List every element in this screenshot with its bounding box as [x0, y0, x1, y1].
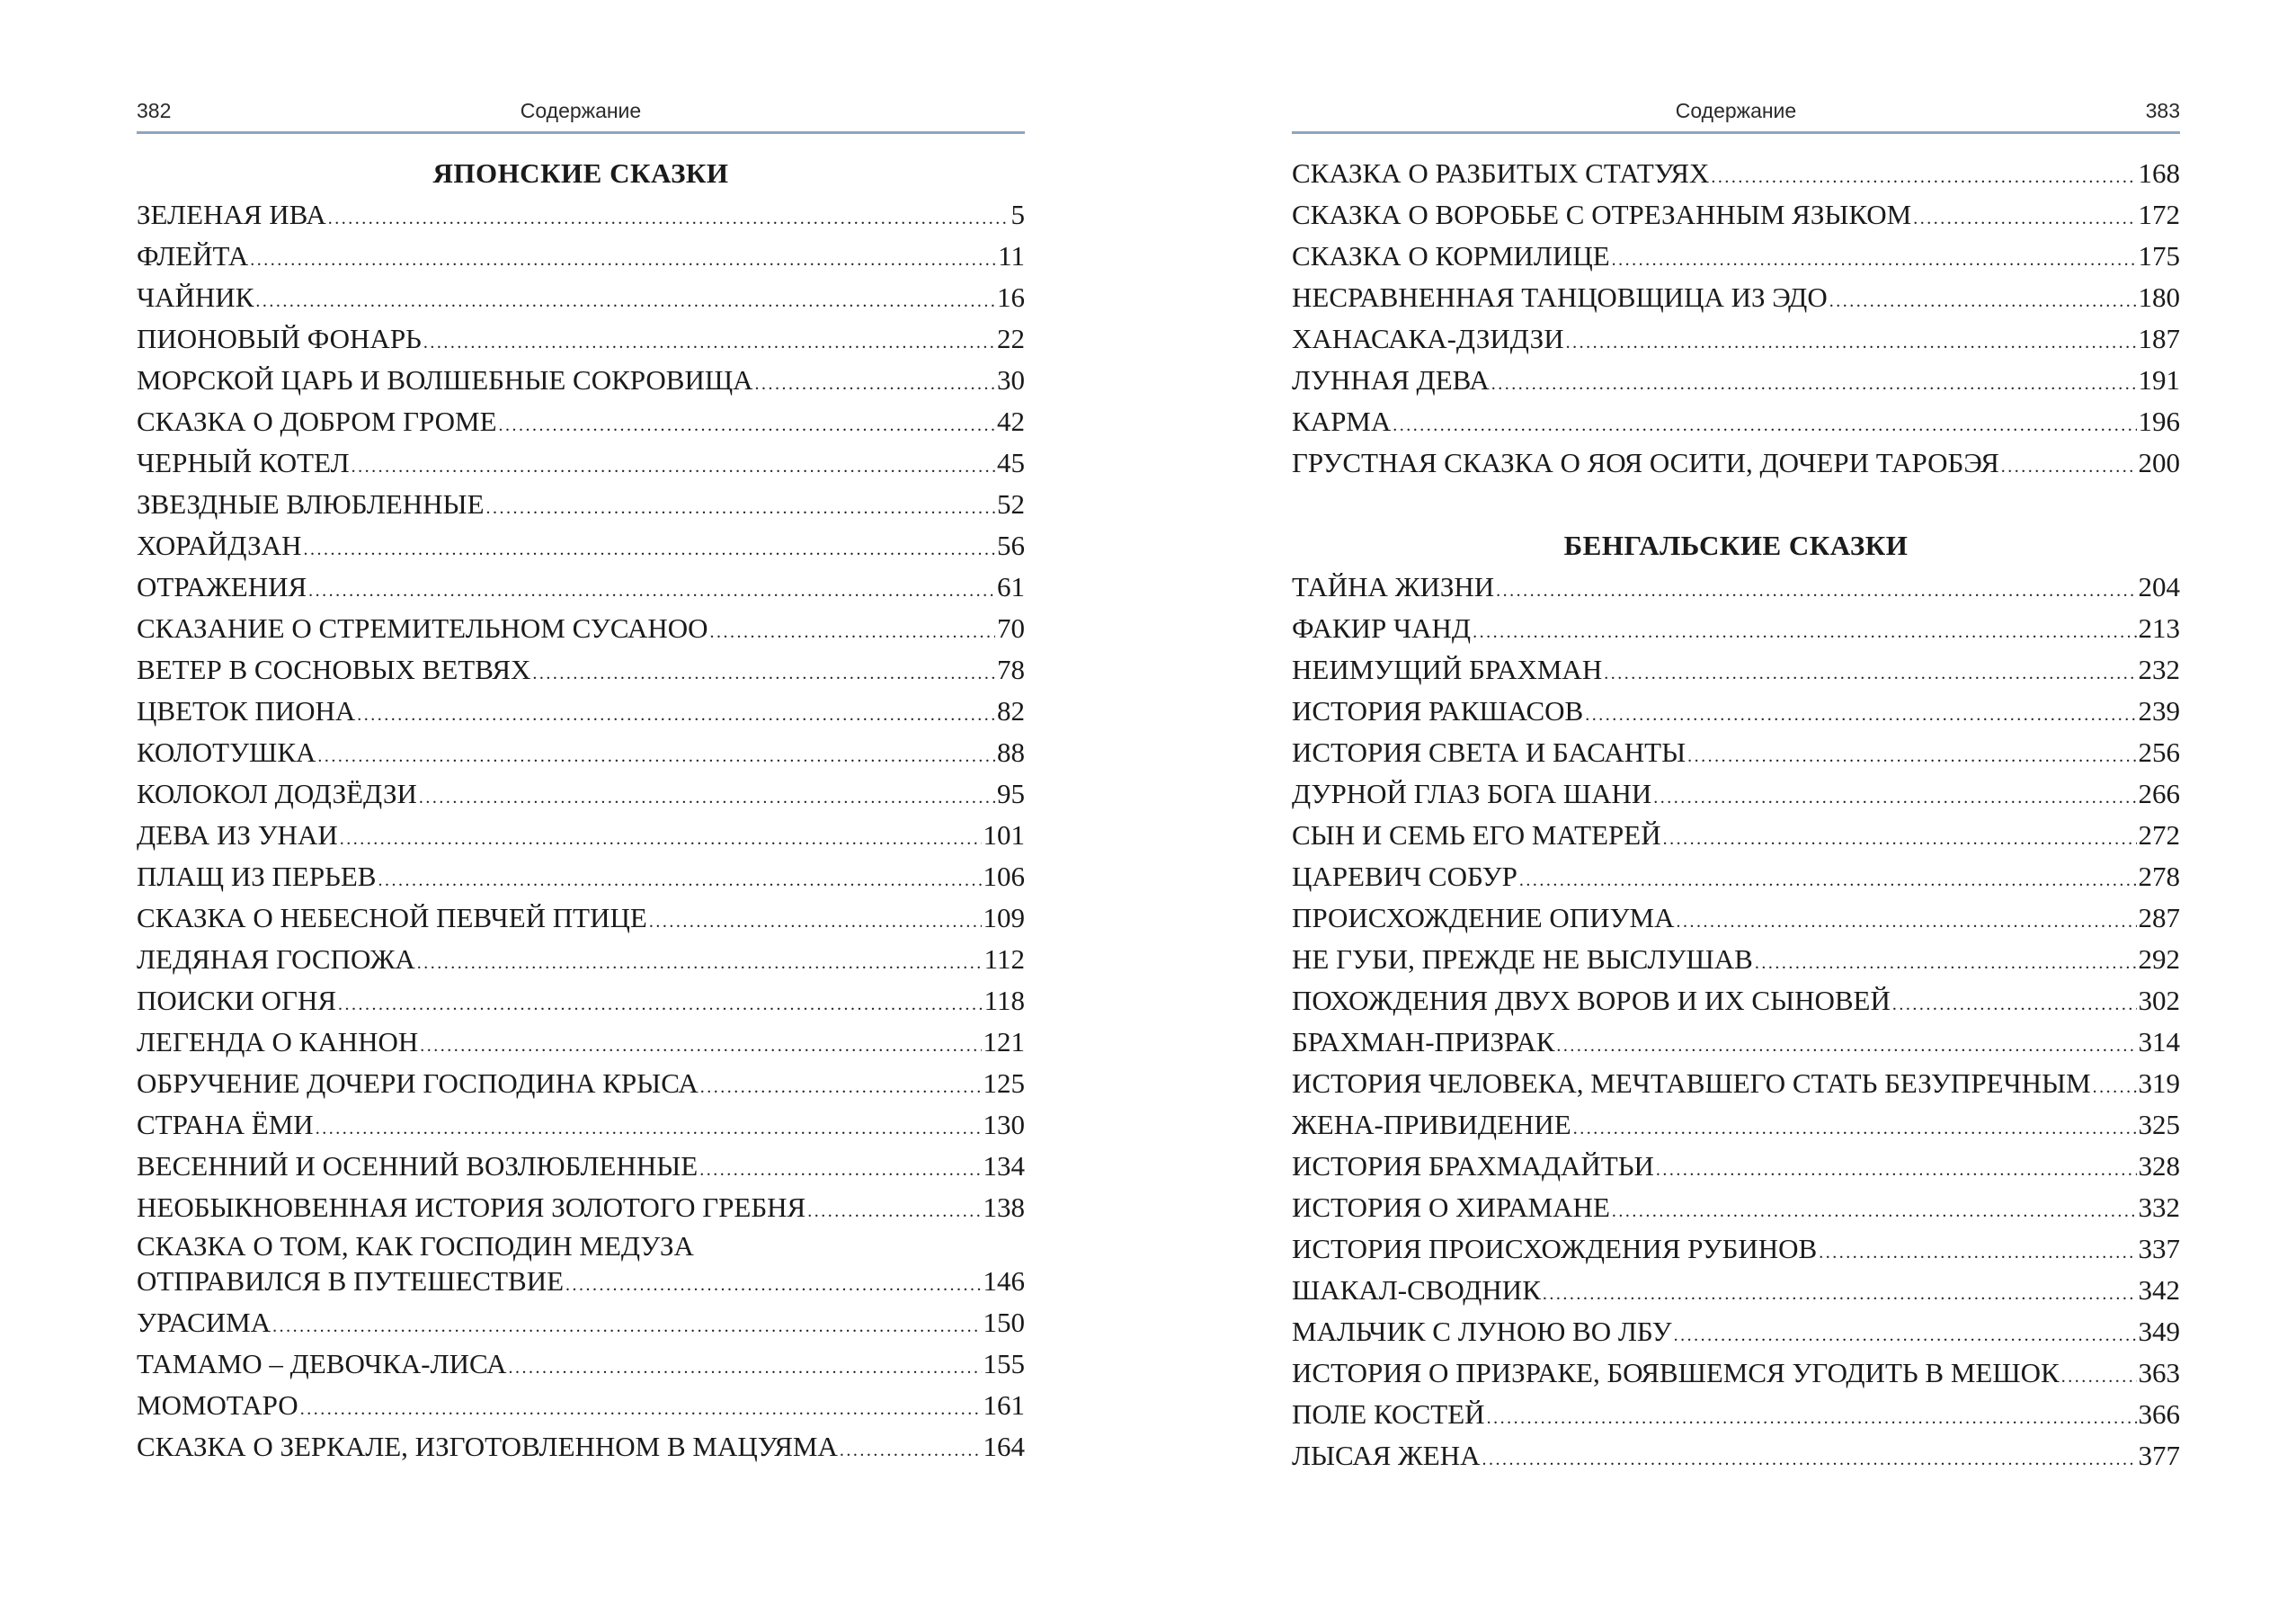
toc-entry[interactable] — [1292, 1311, 2180, 1352]
dot-leader — [1473, 611, 2136, 653]
toc-entry-title: ПОЛЕ КОСТЕЙ — [1292, 1398, 1485, 1430]
toc-entry-title: ЖЕНА-ПРИВИДЕНИЕ — [1292, 1109, 1571, 1140]
page-number: 383 — [2145, 99, 2180, 122]
toc-entry[interactable] — [1292, 318, 2180, 360]
toc-entry[interactable] — [1292, 1394, 2180, 1435]
dot-leader — [316, 1108, 982, 1149]
toc-entry-page: 118 — [983, 985, 1025, 1016]
toc-entry-title: ПРОИСХОЖДЕНИЕ ОПИУМА — [1292, 902, 1675, 933]
toc-entry[interactable] — [1292, 277, 2180, 318]
dot-leader — [328, 198, 1010, 239]
dot-leader — [1491, 363, 2137, 405]
toc-entry-title: ХАНАСАКА-ДЗИДЗИ — [1292, 323, 1564, 354]
toc-entry[interactable] — [137, 1104, 1025, 1146]
toc-entry-title: СКАЗКА О КОРМИЛИЦЕ — [1292, 240, 1610, 272]
section-title: БЕНГАЛЬСКИЕ СКАЗКИ — [1563, 530, 1909, 561]
toc-entry-page: 191 — [2138, 364, 2180, 396]
toc-entry-title: ШАКАЛ-СВОДНИК — [1292, 1274, 1541, 1306]
toc-entry-title: ВЕСЕННИЙ И ОСЕННИЙ ВОЗЛЮБЛЕННЫЕ — [137, 1150, 699, 1182]
toc-entry-title: НЕ ГУБИ, ПРЕЖДЕ НЕ ВЫСЛУШАВ — [1292, 943, 1753, 975]
toc-entry[interactable] — [137, 401, 1025, 442]
toc-entry-page: 61 — [997, 571, 1025, 602]
toc-entry-page: 180 — [2138, 281, 2180, 313]
toc-entry-page: 342 — [2138, 1274, 2180, 1306]
toc-entry-title: НЕОБЫКНОВЕННАЯ ИСТОРИЯ ЗОЛОТОГО ГРЕБНЯ — [137, 1191, 806, 1223]
toc-entry-title: ВЕТЕР В СОСНОВЫХ ВЕТВЯХ — [137, 654, 531, 685]
dot-leader — [1687, 736, 2136, 777]
toc-entry-page: 272 — [2138, 819, 2180, 851]
dot-leader — [1674, 1315, 2137, 1356]
toc-entry-page: 377 — [2138, 1440, 2180, 1471]
toc-list — [137, 153, 1025, 1468]
dot-leader — [1482, 1439, 2137, 1480]
dot-leader — [700, 1066, 982, 1108]
toc-entry[interactable] — [137, 1385, 1025, 1426]
dot-leader — [357, 694, 995, 736]
toc-entry-title: СКАЗКА О НЕБЕСНОЙ ПЕВЧЕЙ ПТИЦЕ — [137, 902, 647, 933]
toc-entry-title: ЦВЕТОК ПИОНА — [137, 695, 356, 727]
dot-leader — [1755, 942, 2137, 984]
dot-leader — [300, 1388, 982, 1430]
dot-leader — [419, 777, 995, 818]
dot-leader — [308, 570, 995, 611]
toc-entry-title: СЫН И СЕМЬ ЕГО МАТЕРЕЙ — [1292, 819, 1661, 851]
dot-leader — [2061, 1356, 2137, 1397]
toc-entry[interactable] — [137, 1228, 1025, 1302]
toc-entry[interactable] — [137, 815, 1025, 856]
toc-entry-title: ТАМАМО – ДЕВОЧКА-ЛИСА — [137, 1348, 507, 1379]
dot-leader — [1711, 156, 2136, 198]
dot-leader — [699, 1149, 981, 1191]
toc-entry-page: 204 — [2138, 571, 2180, 602]
dot-leader — [499, 405, 995, 446]
toc-entry-title: ИСТОРИЯ СВЕТА И БАСАНТЫ — [1292, 736, 1686, 768]
dot-leader — [532, 653, 995, 694]
toc-entry-page: 287 — [2138, 902, 2180, 933]
toc-entry[interactable] — [1292, 1228, 2180, 1270]
dot-leader — [1496, 570, 2136, 611]
dot-leader — [1612, 1191, 2137, 1232]
toc-entry-page: 325 — [2138, 1109, 2180, 1140]
toc-entry-title: ТАЙНА ЖИЗНИ — [1292, 571, 1495, 602]
toc-entry-title: СКАЗКА О ЗЕРКАЛЕ, ИЗГОТОВЛЕННОМ В МАЦУЯМА — [137, 1431, 838, 1462]
dot-leader — [649, 901, 982, 942]
toc-entry[interactable] — [137, 691, 1025, 732]
toc-entry-title: ДЕВА ИЗ УНАИ — [137, 819, 338, 851]
dot-leader — [1585, 694, 2136, 736]
toc-entry-title-line2: ОТПРАВИЛСЯ В ПУТЕШЕСТВИЕ — [137, 1265, 565, 1297]
toc-entry-page: 292 — [2138, 943, 2180, 975]
toc-entry-page: 16 — [997, 281, 1025, 313]
toc-entry[interactable] — [137, 1302, 1025, 1343]
toc-entry[interactable] — [137, 939, 1025, 980]
toc-entry[interactable] — [1292, 360, 2180, 401]
toc-entry[interactable] — [137, 649, 1025, 691]
toc-entry-title: КОЛОТУШКА — [137, 736, 316, 768]
dot-leader — [417, 942, 983, 984]
toc-entry-title-line1: СКАЗКА О ТОМ, КАК ГОСПОДИН МЕДУЗА — [137, 1230, 694, 1262]
toc-entry-title: СКАЗАНИЕ О СТРЕМИТЕЛЬНОМ СУСАНОО — [137, 612, 708, 644]
toc-entry-title: ДУРНОЙ ГЛАЗ БОГА ШАНИ — [1292, 778, 1652, 809]
toc-entry[interactable] — [137, 1187, 1025, 1228]
dot-leader — [710, 611, 996, 653]
dot-leader — [255, 281, 995, 322]
dot-leader — [1819, 1232, 2136, 1273]
dot-leader — [486, 487, 995, 529]
dot-leader — [1604, 653, 2136, 694]
toc-entry-page: 150 — [983, 1307, 1025, 1338]
toc-entry-page: 109 — [983, 902, 1025, 933]
toc-entry-page: 366 — [2138, 1398, 2180, 1430]
toc-entry[interactable] — [137, 1146, 1025, 1187]
toc-entry[interactable] — [1292, 567, 2180, 608]
dot-leader — [1829, 281, 2137, 322]
toc-entry-page: 52 — [997, 488, 1025, 520]
toc-entry-page: 328 — [2138, 1150, 2180, 1182]
toc-entry-title: ЦАРЕВИЧ СОБУР — [1292, 861, 1517, 892]
toc-entry[interactable] — [1292, 773, 2180, 815]
toc-entry-title: ЧАЙНИК — [137, 281, 254, 313]
toc-entry-page: 349 — [2138, 1316, 2180, 1347]
dot-leader — [840, 1430, 982, 1471]
toc-entry[interactable] — [137, 1063, 1025, 1104]
toc-entry-title: ИСТОРИЯ БРАХМАДАЙТЬИ — [1292, 1150, 1654, 1182]
toc-entry-page: 161 — [983, 1389, 1025, 1421]
dot-leader — [338, 984, 983, 1025]
toc-entry[interactable] — [1292, 1104, 2180, 1146]
toc-entry-title: МАЛЬЧИК С ЛУНОЮ ВО ЛБУ — [1292, 1316, 1672, 1347]
toc-entry[interactable] — [1292, 1435, 2180, 1477]
toc-entry-title: НЕИМУЩИЙ БРАХМАН — [1292, 654, 1603, 685]
toc-entry[interactable] — [1292, 1022, 2180, 1063]
toc-entry[interactable] — [1292, 649, 2180, 691]
dot-leader — [1892, 984, 2137, 1025]
toc-entry[interactable] — [1292, 1187, 2180, 1228]
right-page — [1292, 0, 2180, 1624]
toc-entry-title: ЛЫСАЯ ЖЕНА — [1292, 1440, 1481, 1471]
toc-entry[interactable] — [1292, 153, 2180, 194]
toc-entry-page: 95 — [997, 778, 1025, 809]
toc-entry[interactable] — [1292, 815, 2180, 856]
toc-entry[interactable] — [137, 360, 1025, 401]
toc-entry-title: ИСТОРИЯ РАКШАСОВ — [1292, 695, 1584, 727]
toc-entry-page: 70 — [997, 612, 1025, 644]
toc-entry[interactable] — [1292, 856, 2180, 897]
toc-entry-title: ГРУСТНАЯ СКАЗКА О ЯОЯ ОСИТИ, ДОЧЕРИ ТАРОБЭЯ — [1292, 447, 1999, 478]
dot-leader — [807, 1191, 981, 1232]
dot-leader — [1653, 777, 2136, 818]
toc-entry[interactable] — [137, 608, 1025, 649]
toc-entry-title: БРАХМАН-ПРИЗРАК — [1292, 1026, 1555, 1057]
toc-entry-title: МОРСКОЙ ЦАРЬ И ВОЛШЕБНЫЕ СОКРОВИЩА — [137, 364, 753, 396]
toc-entry[interactable] — [137, 442, 1025, 484]
toc-entry-page: 5 — [1010, 199, 1025, 230]
toc-entry-page: 22 — [997, 323, 1025, 354]
toc-entry[interactable] — [137, 525, 1025, 567]
toc-entry-page: 363 — [2138, 1357, 2180, 1388]
toc-entry-page: 130 — [983, 1109, 1025, 1140]
toc-entry[interactable] — [1292, 980, 2180, 1022]
toc-entry[interactable] — [1292, 236, 2180, 277]
dot-leader — [1487, 1397, 2137, 1439]
dot-leader — [1573, 1108, 2137, 1149]
toc-entry-title: ЗВЕЗДНЫЕ ВЛЮБЛЕННЫЕ — [137, 488, 485, 520]
left-page — [137, 0, 1025, 1624]
toc-entry-page: 314 — [2138, 1026, 2180, 1057]
toc-entry[interactable] — [137, 856, 1025, 897]
dot-leader — [2093, 1066, 2137, 1108]
toc-list — [1292, 153, 2180, 1477]
toc-entry-title: ИСТОРИЯ О ПРИЗРАКЕ, БОЯВШЕМСЯ УГОДИТЬ В МЕШОК — [1292, 1357, 2060, 1388]
toc-entry[interactable] — [1292, 1146, 2180, 1187]
toc-entry[interactable] — [137, 897, 1025, 939]
toc-entry-page: 278 — [2138, 861, 2180, 892]
toc-entry[interactable] — [1292, 939, 2180, 980]
dot-leader — [420, 1025, 981, 1066]
dot-leader — [340, 818, 982, 860]
toc-entry[interactable] — [137, 1022, 1025, 1063]
dot-leader — [303, 529, 995, 570]
toc-entry-page: 319 — [2138, 1067, 2180, 1099]
toc-entry[interactable] — [1292, 1063, 2180, 1104]
dot-leader — [352, 446, 995, 487]
toc-entry[interactable] — [137, 1426, 1025, 1468]
toc-entry[interactable] — [1292, 194, 2180, 236]
dot-leader — [272, 1306, 981, 1347]
dot-leader — [317, 736, 995, 777]
toc-entry-page: 101 — [983, 819, 1025, 851]
toc-entry-page: 106 — [983, 861, 1025, 892]
toc-entry-page: 256 — [2138, 736, 2180, 768]
running-head — [1292, 95, 2180, 134]
dot-leader — [1656, 1149, 2137, 1191]
dot-leader — [1519, 860, 2137, 901]
dot-leader — [1913, 198, 2136, 239]
running-head — [137, 95, 1025, 134]
toc-entry-title: ФАКИР ЧАНД — [1292, 612, 1472, 644]
toc-entry-title: ПОХОЖДЕНИЯ ДВУХ ВОРОВ И ИХ СЫНОВЕЙ — [1292, 985, 1891, 1016]
toc-entry-page: 78 — [997, 654, 1025, 685]
toc-entry-title: ЧЕРНЫЙ КОТЕЛ — [137, 447, 350, 478]
dot-leader — [1566, 322, 2137, 363]
dot-leader — [1556, 1025, 2136, 1066]
toc-entry-title: СТРАНА ЁМИ — [137, 1109, 314, 1140]
toc-entry-title: МОМОТАРО — [137, 1389, 298, 1421]
toc-entry-page: 187 — [2138, 323, 2180, 354]
dot-leader — [423, 322, 995, 363]
toc-entry-title: ХОРАЙДЗАН — [137, 530, 302, 561]
toc-entry[interactable] — [137, 277, 1025, 318]
toc-entry[interactable] — [1292, 691, 2180, 732]
dot-leader — [755, 363, 995, 405]
toc-entry[interactable] — [1292, 897, 2180, 939]
toc-entry[interactable] — [137, 318, 1025, 360]
toc-entry-page: 168 — [2138, 157, 2180, 189]
toc-entry[interactable] — [1292, 1352, 2180, 1394]
dot-leader — [1676, 901, 2136, 942]
toc-entry-page: 121 — [983, 1026, 1025, 1057]
toc-entry-page: 337 — [2138, 1233, 2180, 1264]
toc-entry[interactable] — [137, 567, 1025, 608]
toc-entry-page: 302 — [2138, 985, 2180, 1016]
toc-entry-page: 155 — [983, 1348, 1025, 1379]
toc-entry-title: ИСТОРИЯ ПРОИСХОЖДЕНИЯ РУБИНОВ — [1292, 1233, 1818, 1264]
toc-entry-page: 82 — [997, 695, 1025, 727]
toc-entry[interactable] — [137, 484, 1025, 525]
running-title: Содержание — [520, 99, 642, 122]
toc-entry[interactable] — [137, 980, 1025, 1022]
section-gap — [1292, 484, 2180, 525]
toc-entry-title: СКАЗКА О РАЗБИТЫХ СТАТУЯХ — [1292, 157, 1710, 189]
toc-entry-page: 42 — [997, 406, 1025, 437]
toc-entry-title: ОТРАЖЕНИЯ — [137, 571, 307, 602]
running-title: Содержание — [1675, 99, 1797, 122]
toc-entry-page: 125 — [983, 1067, 1025, 1099]
toc-entry-title: ЛУННАЯ ДЕВА — [1292, 364, 1490, 396]
toc-entry-title: ПОИСКИ ОГНЯ — [137, 985, 337, 1016]
toc-entry-page: 30 — [997, 364, 1025, 396]
toc-entry[interactable] — [137, 194, 1025, 236]
toc-entry-title: СКАЗКА О ВОРОБЬЕ С ОТРЕЗАННЫМ ЯЗЫКОМ — [1292, 199, 1912, 230]
toc-entry[interactable] — [137, 236, 1025, 277]
toc-entry-title: ПИОНОВЫЙ ФОНАРЬ — [137, 323, 422, 354]
page-number: 382 — [137, 99, 172, 122]
section-title: ЯПОНСКИЕ СКАЗКИ — [432, 157, 729, 189]
dot-leader — [565, 1264, 981, 1306]
toc-entry-page: 213 — [2138, 612, 2180, 644]
toc-entry-page: 172 — [2138, 199, 2180, 230]
toc-entry[interactable] — [137, 773, 1025, 815]
toc-entry-page: 200 — [2138, 447, 2180, 478]
toc-entry-page: 332 — [2138, 1191, 2180, 1223]
toc-entry-title: КАРМА — [1292, 406, 1392, 437]
dot-leader — [1612, 239, 2137, 281]
toc-entry-page: 175 — [2138, 240, 2180, 272]
dot-leader — [1543, 1273, 2137, 1315]
toc-entry-title: ПЛАЩ ИЗ ПЕРЬЕВ — [137, 861, 377, 892]
toc-entry[interactable] — [1292, 732, 2180, 773]
toc-entry-title: ФЛЕЙТА — [137, 240, 249, 272]
dot-leader — [250, 239, 996, 281]
dot-leader — [509, 1347, 982, 1388]
toc-entry-title: ЛЕГЕНДА О КАННОН — [137, 1026, 419, 1057]
toc-entry-page: 232 — [2138, 654, 2180, 685]
toc-entry-title: ЛЕДЯНАЯ ГОСПОЖА — [137, 943, 415, 975]
toc-entry[interactable] — [137, 732, 1025, 773]
toc-entry-page: 164 — [983, 1431, 1025, 1462]
toc-entry-title: НЕСРАВНЕННАЯ ТАНЦОВЩИЦА ИЗ ЭДО — [1292, 281, 1828, 313]
toc-entry-page: 196 — [2138, 406, 2180, 437]
toc-entry-page: 138 — [983, 1191, 1025, 1223]
toc-entry-page: 56 — [997, 530, 1025, 561]
toc-entry-page: 112 — [983, 943, 1025, 975]
dot-leader — [378, 860, 981, 901]
toc-entry-page: 11 — [998, 240, 1025, 272]
toc-entry[interactable] — [1292, 608, 2180, 649]
toc-entry-page: 146 — [983, 1265, 1025, 1297]
toc-entry-title: ОБРУЧЕНИЕ ДОЧЕРИ ГОСПОДИНА КРЫСА — [137, 1067, 699, 1099]
dot-leader — [1393, 405, 2136, 446]
toc-entry-title: ИСТОРИЯ О ХИРАМАНЕ — [1292, 1191, 1610, 1223]
toc-entry-title: СКАЗКА О ДОБРОМ ГРОМЕ — [137, 406, 497, 437]
toc-entry-title: ИСТОРИЯ ЧЕЛОВЕКА, МЕЧТАВШЕГО СТАТЬ БЕЗУПРЕЧНЫМ — [1292, 1067, 2091, 1099]
toc-entry[interactable] — [1292, 442, 2180, 484]
toc-entry-title: ЗЕЛЕНАЯ ИВА — [137, 199, 326, 230]
toc-entry-title: УРАСИМА — [137, 1307, 271, 1338]
toc-entry[interactable] — [1292, 1270, 2180, 1311]
toc-entry-page: 239 — [2138, 695, 2180, 727]
toc-entry-page: 88 — [997, 736, 1025, 768]
toc-entry-page: 45 — [997, 447, 1025, 478]
toc-entry-page: 266 — [2138, 778, 2180, 809]
toc-entry[interactable] — [137, 1343, 1025, 1385]
toc-entry-page: 134 — [983, 1150, 1025, 1182]
toc-entry-title: КОЛОКОЛ ДОДЗЁДЗИ — [137, 778, 417, 809]
toc-entry[interactable] — [1292, 401, 2180, 442]
dot-leader — [1663, 818, 2137, 860]
dot-leader — [2001, 446, 2137, 487]
